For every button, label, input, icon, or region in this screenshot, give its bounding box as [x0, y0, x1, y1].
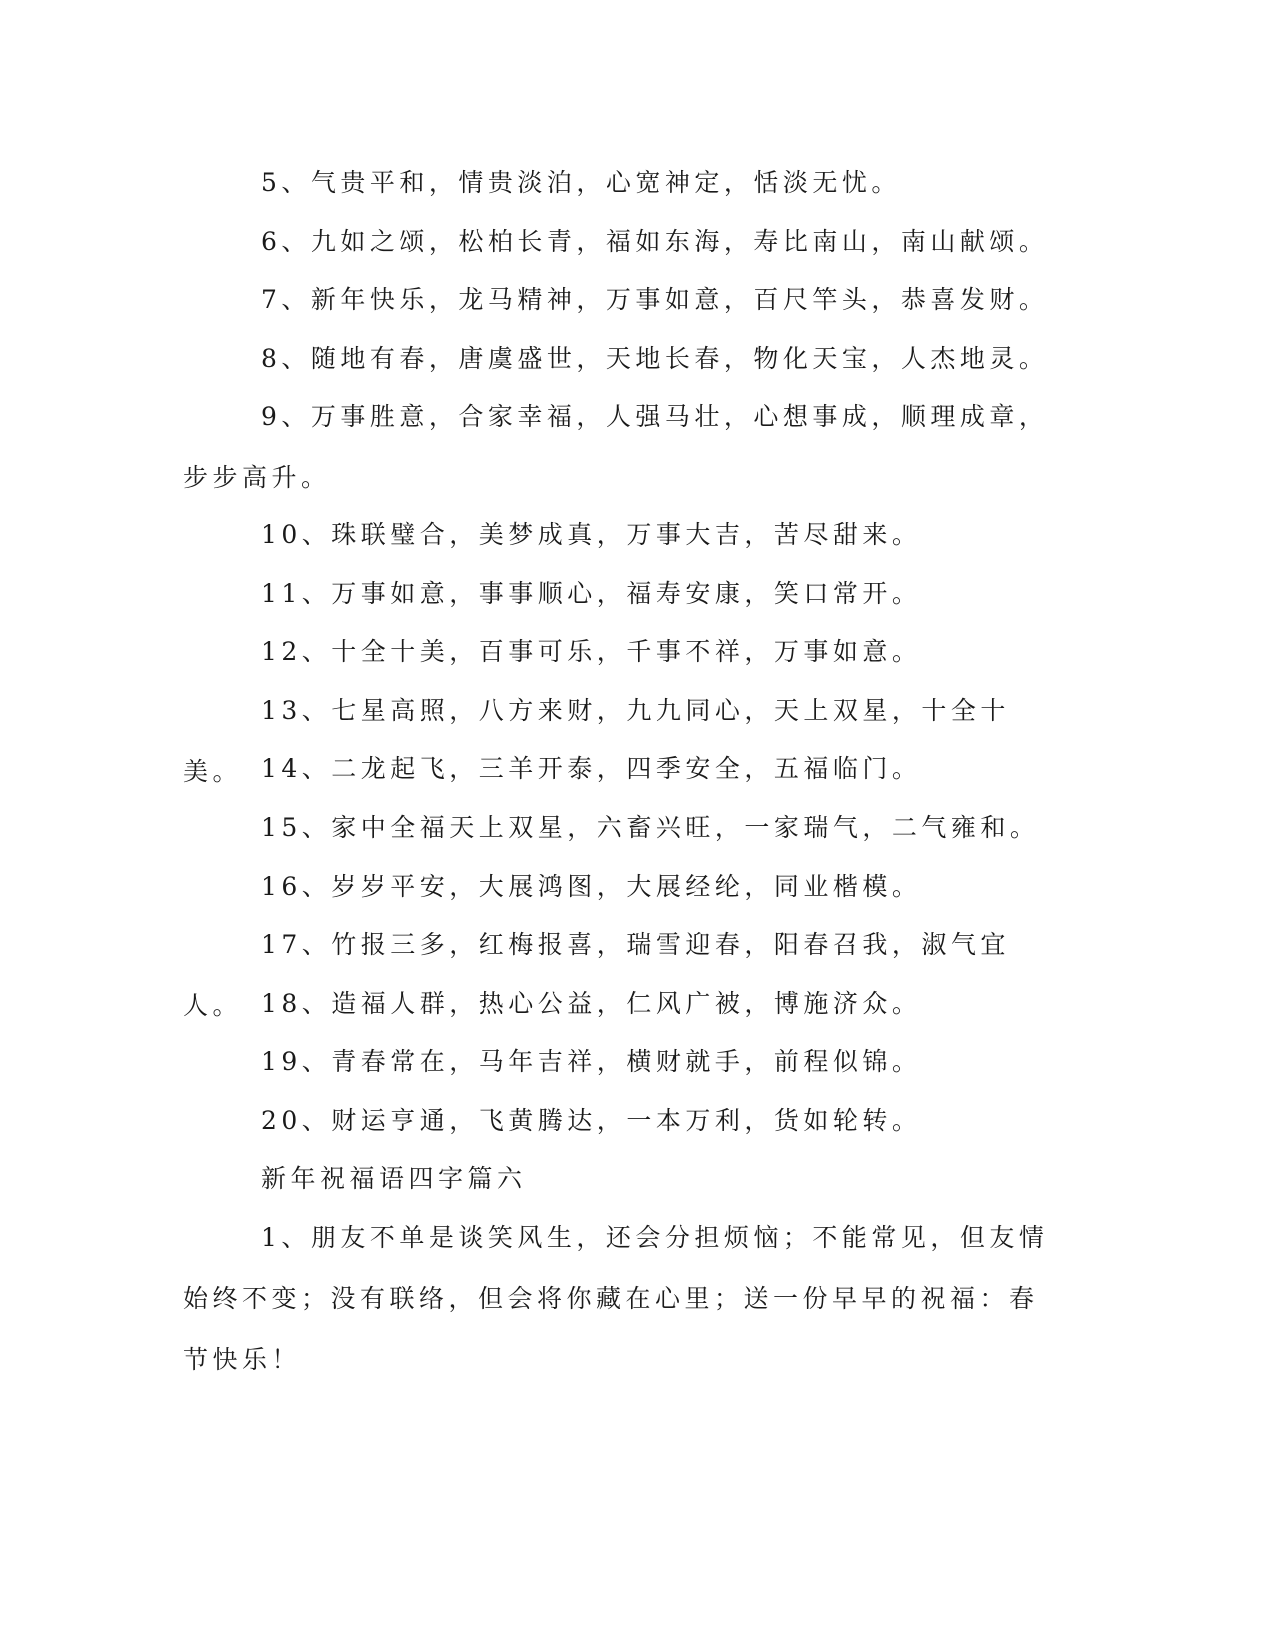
paragraph-item-6: 6、九如之颂，松柏长青，福如东海，寿比南山，南山献颂。 [261, 227, 1049, 256]
paragraph-item-18: 18、造福人群，热心公益，仁风广被，博施济众。 [261, 989, 922, 1018]
section-paragraph-1: 1、朋友不单是谈笑风生，还会分担烦恼；不能常见，但友情始终不变；没有联络，但会将你藏在心里；送一份早早的祝福：春节快乐！ [183, 1223, 1049, 1374]
paragraph-item-19: 19、青春常在，马年吉祥，横财就手，前程似锦。 [261, 1047, 922, 1076]
paragraph-item-5: 5、气贵平和，情贵淡泊，心宽神定，恬淡无忧。 [261, 168, 901, 197]
paragraph-item-12: 12、十全十美，百事可乐，千事不祥，万事如意。 [261, 637, 922, 666]
paragraph-item-13: 13、七星高照，八方来财，九九同心，天上双星，十全十美。 [183, 696, 1010, 786]
paragraph-item-9: 9、万事胜意，合家幸福，人强马壮，心想事成，顺理成章，步步高升。 [183, 402, 1049, 492]
paragraph-item-17: 17、竹报三多，红梅报喜，瑞雪迎春，阳春召我，淑气宜人。 [183, 930, 1010, 1020]
paragraph-item-16: 16、岁岁平安，大展鸿图，大展经纶，同业楷模。 [261, 872, 922, 901]
paragraph-item-14: 14、二龙起飞，三羊开泰，四季安全，五福临门。 [261, 754, 922, 783]
paragraph-item-15: 15、家中全福天上双星，六畜兴旺，一家瑞气，二气雍和。 [261, 813, 1040, 842]
paragraph-item-8: 8、随地有春，唐虞盛世，天地长春，物化天宝，人杰地灵。 [261, 344, 1049, 373]
paragraph-item-11: 11、万事如意，事事顺心，福寿安康，笑口常开。 [261, 579, 922, 608]
paragraph-item-10: 10、珠联璧合，美梦成真，万事大吉，苦尽甜来。 [261, 520, 922, 549]
section-heading: 新年祝福语四字篇六 [261, 1164, 527, 1193]
paragraph-item-7: 7、新年快乐，龙马精神，万事如意，百尺竿头，恭喜发财。 [261, 285, 1049, 314]
paragraph-item-20: 20、财运亨通，飞黄腾达，一本万利，货如轮转。 [261, 1106, 922, 1135]
